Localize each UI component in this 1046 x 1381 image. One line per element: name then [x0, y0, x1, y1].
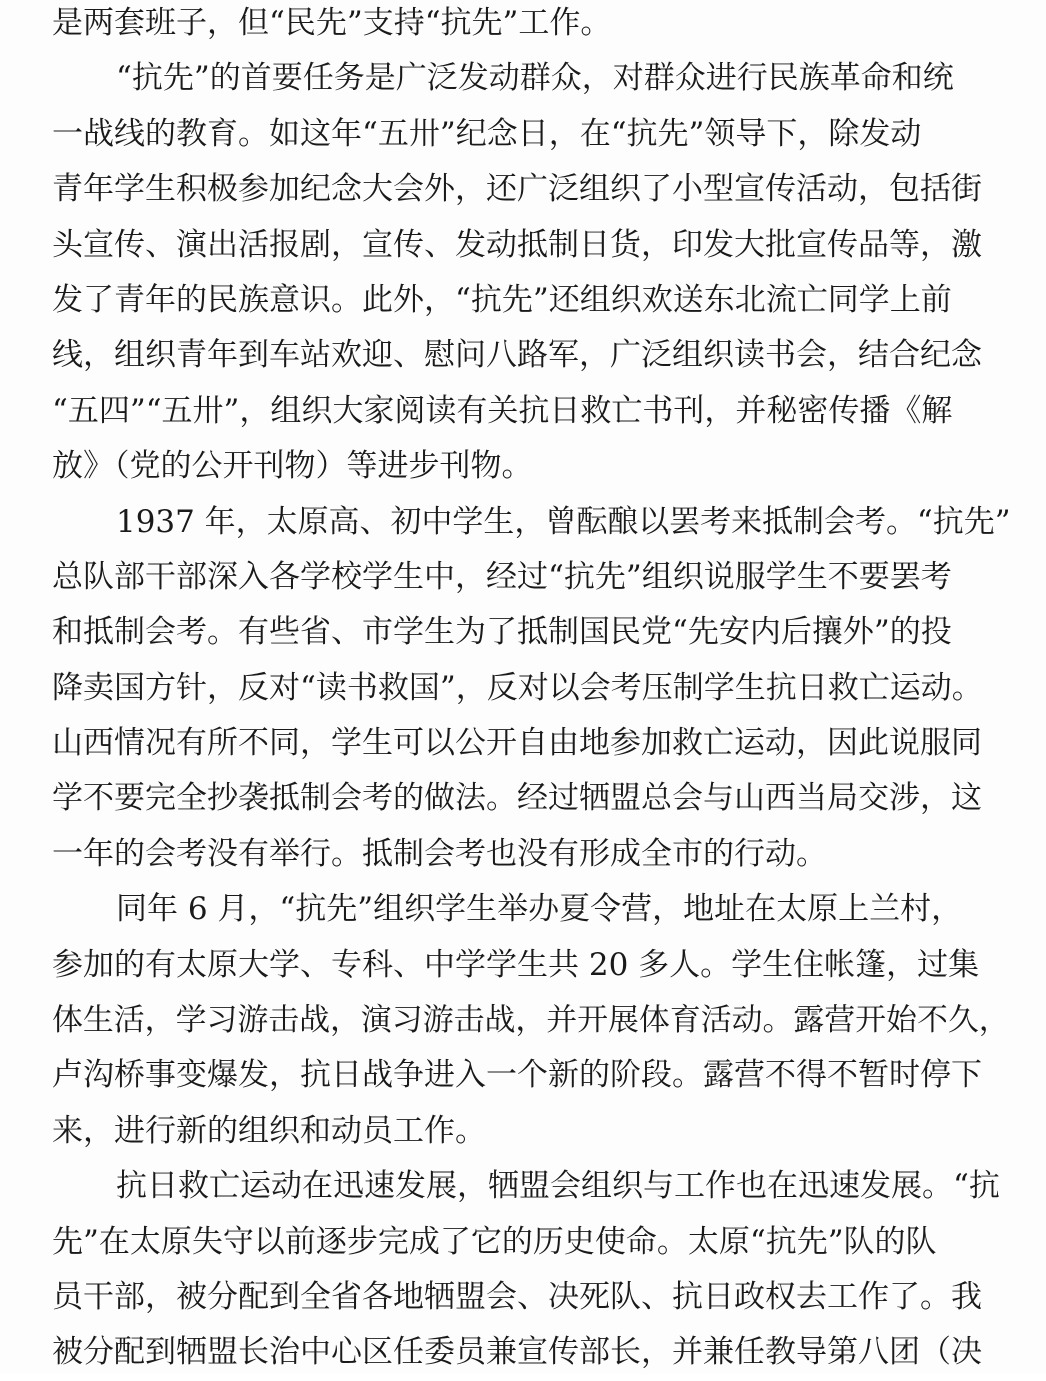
text-line: 山西情况有所不同，学生可以公开自由地参加救亡运动，因此说服同: [52, 725, 982, 762]
text-line: 放》（党的公开刊物）等进步刊物。: [52, 448, 533, 485]
text-line: 发了青年的民族意识。此外，“抗先”还组织欢送东北流亡同学上前: [52, 281, 952, 318]
text-line: 和抵制会考。有些省、市学生为了抵制国民党“先安内后攘外”的投: [52, 614, 952, 651]
text-line: 学不要完全抄袭抵制会考的做法。经过牺盟总会与山西当局交涉，这: [52, 780, 982, 817]
text-line: 青年学生积极参加纪念大会外，还广泛组织了小型宣传活动，包括街: [52, 171, 982, 208]
text-line: 来，进行新的组织和动员工作。: [52, 1112, 486, 1149]
text-line: 被分配到牺盟长治中心区任委员兼宣传部长，并兼任教导第八团（决: [52, 1334, 982, 1371]
text-line: 一年的会考没有举行。抵制会考也没有形成全市的行动。: [52, 835, 827, 872]
text-line: 员干部，被分配到全省各地牺盟会、决死队、抗日政权去工作了。我: [52, 1278, 982, 1315]
body-text: [52, 0, 1010, 1381]
text-line: “五四”“五卅”，组织大家阅读有关抗日救亡书刊，并秘密传播《解: [52, 392, 953, 429]
text-line: 卢沟桥事变爆发，抗日战争进入一个新的阶段。露营不得不暂时停下: [52, 1057, 982, 1094]
text-line: 降卖国方针，反对“读书救国”，反对以会考压制学生抗日救亡运动。: [52, 669, 983, 706]
text-line: 抗日救亡运动在迅速发展，牺盟会组织与工作也在迅速发展。“抗: [116, 1168, 1000, 1205]
text-line: 总队部干部深入各学校学生中，经过“抗先”组织说服学生不要罢考: [52, 558, 952, 595]
text-line: 是两套班子，但“民先”支持“抗先”工作。: [52, 5, 612, 41]
text-line: 参加的有太原大学、专科、中学学生共 20 多人。学生住帐篷，过集: [52, 946, 980, 983]
text-line: 1937 年，太原高、初中学生，曾酝酿以罢考来抵制会考。“抗先”: [116, 503, 1011, 540]
text-line: 同年 6 月，“抗先”组织学生举办夏令营，地址在太原上兰村，: [116, 891, 963, 928]
text-line: 体生活，学习游击战，演习游击战，并开展体育活动。露营开始不久，: [52, 1002, 1010, 1039]
text-line: “抗先”的首要任务是广泛发动群众，对群众进行民族革命和统: [116, 60, 954, 97]
text-line: 线，组织青年到车站欢迎、慰问八路军，广泛组织读书会，结合纪念: [52, 337, 982, 374]
text-line: 先”在太原失守以前逐步完成了它的历史使命。太原“抗先”队的队: [52, 1223, 937, 1260]
text-line: 一战线的教育。如这年“五卅”纪念日，在“抗先”领导下，除发动: [52, 115, 922, 152]
text-line: 头宣传、演出活报剧，宣传、发动抵制日货，印发大批宣传品等，激: [52, 226, 982, 263]
